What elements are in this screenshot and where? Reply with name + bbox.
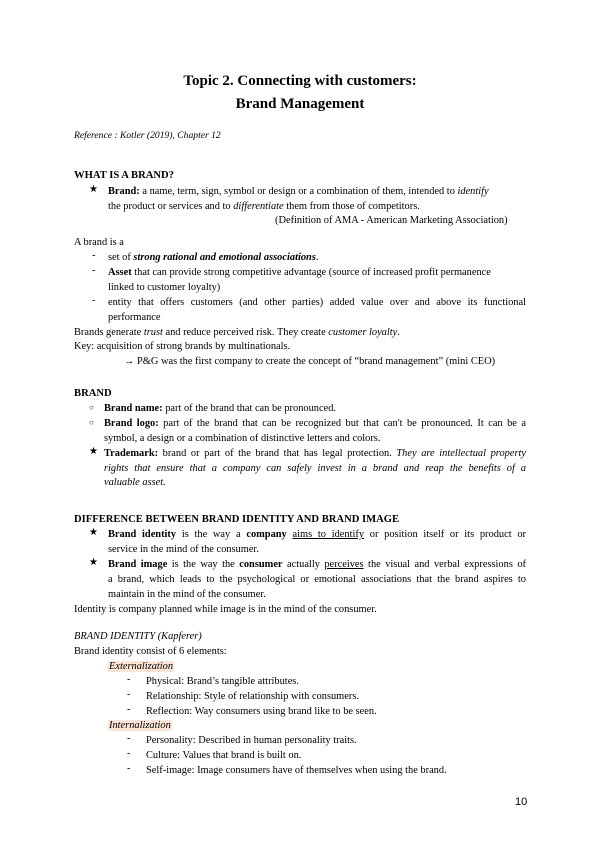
brand-image-line2: a brand, which leads to the psychological or emotional associations that the brand aspires to bbox=[108, 574, 526, 585]
star-bullet-icon: ★ bbox=[89, 557, 98, 568]
dash-bullet-icon: - bbox=[127, 704, 131, 715]
list-item: Physical: Brand’s tangible attributes. bbox=[146, 676, 299, 687]
list-item: Culture: Values that brand is built on. bbox=[146, 750, 302, 761]
star-bullet-icon: ★ bbox=[89, 527, 98, 538]
dash-bullet-icon: - bbox=[92, 250, 96, 261]
brand-logo-line1: Brand logo: part of the brand that can be recognized but that can't be pronounced. It can be a bbox=[104, 418, 526, 429]
star-bullet-icon: ★ bbox=[89, 446, 98, 457]
brand-definition-line2: the product or services and to differentiate them from those of competitors. bbox=[108, 201, 420, 212]
reference-note: Reference : Kotler (2019), Chapter 12 bbox=[74, 130, 221, 141]
trademark-line1: Trademark: brand or part of the brand that has legal protection. They are intellectual property bbox=[104, 448, 526, 459]
section-heading-what-is-brand: WHAT IS A BRAND? bbox=[74, 170, 174, 181]
circle-bullet-icon: ○ bbox=[89, 403, 94, 412]
dash-bullet-icon: - bbox=[127, 689, 131, 700]
list-item: Self-image: Image consumers have of themselves when using the brand. bbox=[146, 765, 447, 776]
externalization-label: Externalization bbox=[109, 661, 174, 672]
brand-is-associations: set of strong rational and emotional associations. bbox=[108, 252, 319, 263]
list-item: Personality: Described in human personality traits. bbox=[146, 735, 357, 746]
trust-line: Brands generate trust and reduce perceived risk. They create customer loyalty. bbox=[74, 327, 400, 338]
dash-bullet-icon: - bbox=[92, 295, 96, 306]
brand-is-entity-line1: entity that offers customers (and other parties) added value over and above its functional bbox=[108, 297, 526, 308]
list-item: Reflection: Way consumers using brand like to be seen. bbox=[146, 706, 377, 717]
dash-bullet-icon: - bbox=[127, 674, 131, 685]
section-heading-kapferer: BRAND IDENTITY (Kapferer) bbox=[74, 631, 202, 642]
dash-bullet-icon: - bbox=[127, 748, 131, 759]
dash-bullet-icon: - bbox=[127, 763, 131, 774]
kapferer-intro: Brand identity consist of 6 elements: bbox=[74, 646, 227, 657]
brand-name-item: Brand name: part of the brand that can be pronounced. bbox=[104, 403, 337, 414]
brand-image-line1: Brand image is the way the consumer actually perceives the visual and verbal expressions of bbox=[108, 559, 526, 570]
trademark-line2: rights that ensure that a company can safely invest in a brand and reap the benefits of a bbox=[104, 463, 526, 474]
section-heading-identity-vs-image: DIFFERENCE BETWEEN BRAND IDENTITY AND BRAND IMAGE bbox=[74, 514, 400, 525]
key-line: Key: acquisition of strong brands by multinationals. bbox=[74, 341, 291, 352]
brand-identity-line2: service in the mind of the consumer. bbox=[108, 544, 259, 555]
page-number: 10 bbox=[515, 796, 528, 808]
dash-bullet-icon: - bbox=[92, 265, 96, 276]
brand-logo-line2: symbol, a design or a combination of distinctive letters and colors. bbox=[104, 433, 381, 444]
trademark-line3: valuable asset. bbox=[104, 477, 166, 488]
brand-is-entity-line2: performance bbox=[108, 312, 161, 323]
page-subtitle: Brand Management bbox=[235, 96, 365, 112]
a-brand-is: A brand is a bbox=[74, 237, 124, 248]
brand-is-asset-line2: linked to customer loyalty) bbox=[108, 282, 221, 293]
brand-is-asset-line1: Asset that can provide strong competitive advantage (source of increased profit permanence bbox=[108, 267, 491, 278]
dash-bullet-icon: - bbox=[127, 733, 131, 744]
section-heading-brand: BRAND bbox=[74, 388, 112, 399]
identity-summary: Identity is company planned while image is in the mind of the consumer. bbox=[74, 604, 377, 615]
pg-line: → P&G was the first company to create the concept of “brand management” (mini CEO) bbox=[124, 356, 496, 367]
brand-identity-line1: Brand identity is the way a company aims to identify or position itself or its product or bbox=[108, 529, 526, 540]
star-bullet-icon: ★ bbox=[89, 184, 98, 195]
ama-definition: (Definition of AMA - American Marketing Association) bbox=[275, 215, 508, 226]
brand-image-line3: maintain in the mind of the consumer. bbox=[108, 589, 266, 600]
page-title: Topic 2. Connecting with customers: bbox=[183, 73, 417, 89]
internalization-label: Internalization bbox=[109, 720, 171, 731]
list-item: Relationship: Style of relationship with consumers. bbox=[146, 691, 359, 702]
circle-bullet-icon: ○ bbox=[89, 418, 94, 427]
brand-definition-line1: Brand: a name, term, sign, symbol or design or a combination of them, intended to identify bbox=[108, 186, 489, 197]
